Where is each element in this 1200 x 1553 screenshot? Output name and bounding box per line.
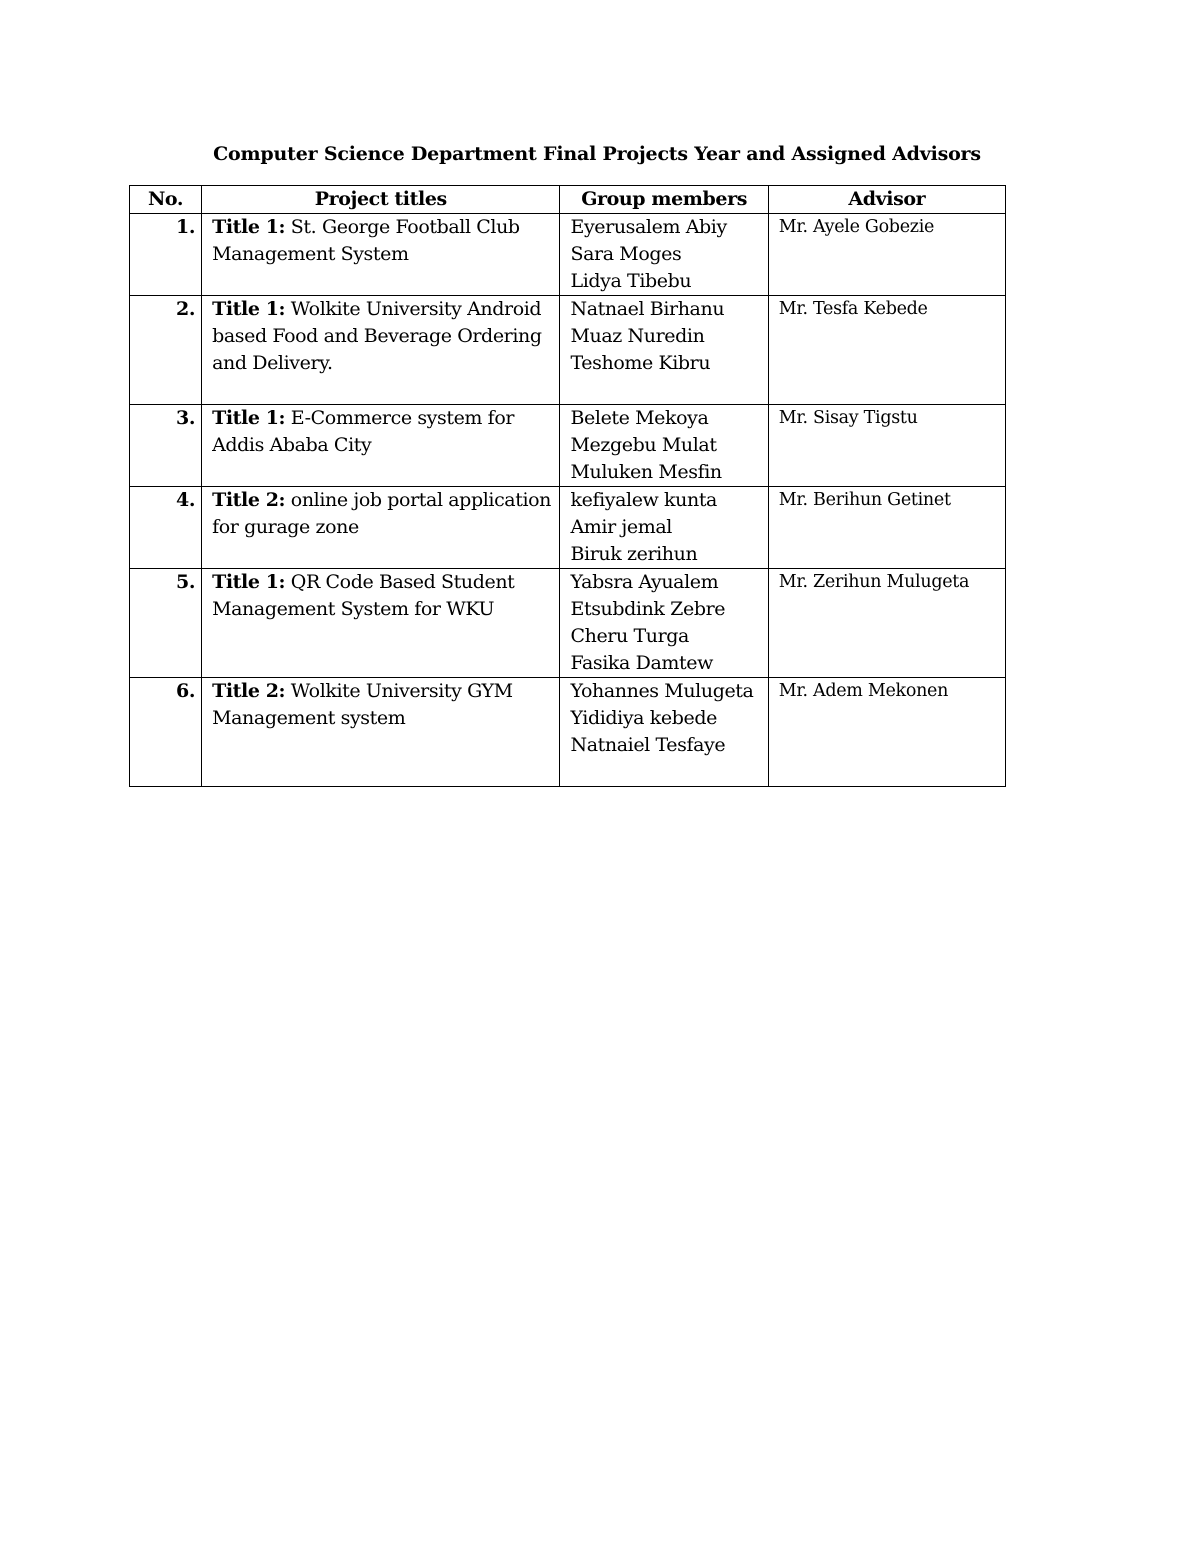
advisor-name: Mr. Berihun Getinet bbox=[768, 487, 1005, 569]
advisor-name: Mr. Ayele Gobezie bbox=[768, 214, 1005, 296]
member-name: Biruk zerihun bbox=[570, 543, 698, 565]
group-members-cell bbox=[560, 296, 768, 405]
row-number: 2. bbox=[130, 296, 202, 405]
group-members-cell bbox=[560, 405, 768, 487]
project-title: online job portal application for gurage zone bbox=[212, 489, 552, 538]
row-number: 1. bbox=[130, 214, 202, 296]
member-name: Belete Mekoya bbox=[570, 407, 709, 429]
member-name: Cheru Turga bbox=[570, 625, 689, 647]
header-group-members: Group members bbox=[560, 186, 768, 214]
project-title: QR Code Based Student Management System for WKU bbox=[212, 571, 515, 620]
member-name: Etsubdink Zebre bbox=[570, 598, 726, 620]
table-row bbox=[130, 214, 1006, 296]
project-title-cell bbox=[202, 487, 560, 569]
member-name: Muluken Mesfin bbox=[570, 461, 722, 483]
row-number: 3. bbox=[130, 405, 202, 487]
table-row bbox=[130, 678, 1006, 787]
project-title: E-Commerce system for Addis Ababa City bbox=[212, 407, 515, 456]
project-title: Wolkite University GYM Management system bbox=[212, 680, 513, 729]
title-prefix: Title 2: bbox=[212, 489, 286, 511]
header-advisor: Advisor bbox=[768, 186, 1005, 214]
title-prefix: Title 1: bbox=[212, 298, 286, 320]
group-members-cell bbox=[560, 487, 768, 569]
member-name: Yabsra Ayualem bbox=[570, 571, 719, 593]
header-project-titles: Project titles bbox=[202, 186, 560, 214]
advisor-name: Mr. Tesfa Kebede bbox=[768, 296, 1005, 405]
title-prefix: Title 1: bbox=[212, 571, 286, 593]
member-name: Fasika Damtew bbox=[570, 652, 713, 674]
table-row bbox=[130, 296, 1006, 405]
table-row bbox=[130, 569, 1006, 678]
group-members-cell bbox=[560, 214, 768, 296]
project-title-cell bbox=[202, 678, 560, 787]
table-header-row bbox=[130, 186, 1006, 214]
member-name: Muaz Nuredin bbox=[570, 325, 705, 347]
advisor-name: Mr. Sisay Tigstu bbox=[768, 405, 1005, 487]
project-title-cell bbox=[202, 214, 560, 296]
header-no: No. bbox=[130, 186, 202, 214]
advisor-name: Mr. Adem Mekonen bbox=[768, 678, 1005, 787]
member-name: Lidya Tibebu bbox=[570, 270, 692, 292]
projects-table bbox=[129, 185, 1006, 787]
title-prefix: Title 2: bbox=[212, 680, 286, 702]
member-name: Natnael Birhanu bbox=[570, 298, 725, 320]
member-name: Yohannes Mulugeta bbox=[570, 680, 754, 702]
member-name: Teshome Kibru bbox=[570, 352, 711, 374]
table-row bbox=[130, 487, 1006, 569]
project-title: Wolkite University Android based Food and Beverage Ordering and Delivery. bbox=[212, 298, 542, 374]
project-title-cell bbox=[202, 569, 560, 678]
advisor-name: Mr. Zerihun Mulugeta bbox=[768, 569, 1005, 678]
member-name: kefiyalew kunta bbox=[570, 489, 717, 511]
group-members-cell bbox=[560, 569, 768, 678]
member-name: Natnaiel Tesfaye bbox=[570, 734, 726, 756]
group-members-cell bbox=[560, 678, 768, 787]
member-name: Eyerusalem Abiy bbox=[570, 216, 727, 238]
member-name: Mezgebu Mulat bbox=[570, 434, 717, 456]
member-name: Sara Moges bbox=[570, 243, 682, 265]
table-row bbox=[130, 405, 1006, 487]
member-name: Yididiya kebede bbox=[570, 707, 717, 729]
row-number: 6. bbox=[130, 678, 202, 787]
row-number: 5. bbox=[130, 569, 202, 678]
title-prefix: Title 1: bbox=[212, 216, 286, 238]
project-title: St. George Football Club Management System bbox=[212, 216, 520, 265]
title-prefix: Title 1: bbox=[212, 407, 286, 429]
row-number: 4. bbox=[130, 487, 202, 569]
member-name: Amir jemal bbox=[570, 516, 672, 538]
document-title: Computer Science Department Final Projects Year and Assigned Advisors bbox=[213, 143, 981, 165]
project-title-cell bbox=[202, 296, 560, 405]
project-title-cell bbox=[202, 405, 560, 487]
